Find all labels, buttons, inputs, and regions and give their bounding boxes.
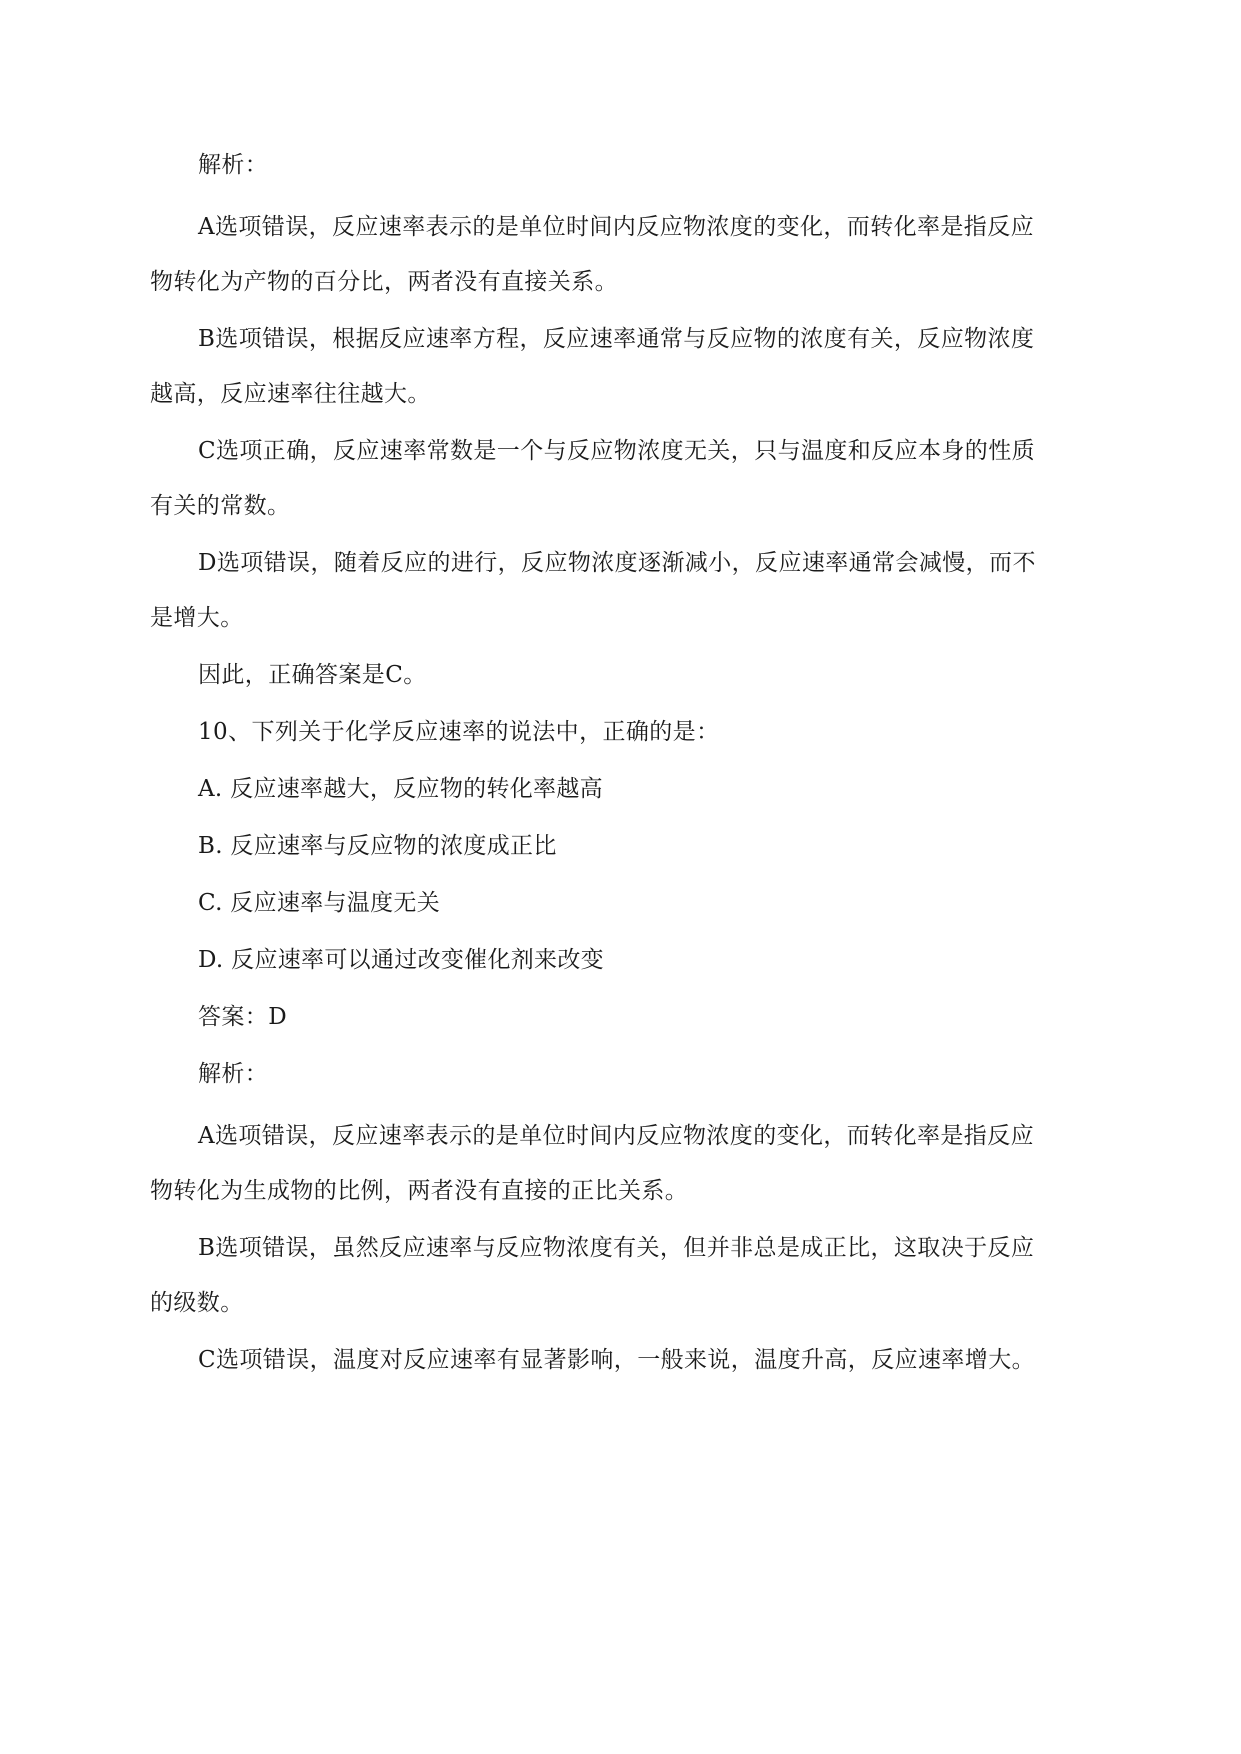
question-10-option-d: D. 反应速率可以通过改变催化剂来改变 — [198, 947, 604, 973]
question-10-stem: 10、下列关于化学反应速率的说法中，正确的是： — [198, 719, 720, 745]
analysis-1-option-a-line-1: A选项错误，反应速率表示的是单位时间内反应物浓度的变化，而转化率是指反应 — [198, 214, 1035, 240]
question-10-option-a: A. 反应速率越大，反应物的转化率越高 — [198, 776, 603, 802]
analysis-heading-1: 解析： — [198, 152, 269, 178]
analysis-1-option-d-line-2: 是增大。 — [150, 605, 244, 631]
question-10-answer: 答案：D — [198, 1004, 288, 1030]
analysis-2-option-a-line-2: 物转化为生成物的比例，两者没有直接的正比关系。 — [150, 1178, 689, 1204]
analysis-2-option-a-line-1: A选项错误，反应速率表示的是单位时间内反应物浓度的变化，而转化率是指反应 — [198, 1123, 1035, 1149]
analysis-1-conclusion: 因此，正确答案是C。 — [198, 662, 427, 688]
analysis-2-option-b-line-2: 的级数。 — [150, 1290, 244, 1316]
analysis-heading-2: 解析： — [198, 1061, 269, 1087]
question-10-option-b: B. 反应速率与反应物的浓度成正比 — [198, 833, 557, 859]
analysis-2-option-c-line-1: C选项错误，温度对反应速率有显著影响，一般来说，温度升高，反应速率增大。 — [198, 1347, 1035, 1373]
question-10-option-c: C. 反应速率与温度无关 — [198, 890, 441, 916]
analysis-1-option-c-line-1: C选项正确，反应速率常数是一个与反应物浓度无关，只与温度和反应本身的性质 — [198, 438, 1035, 464]
analysis-1-option-b-line-2: 越高，反应速率往往越大。 — [150, 381, 431, 407]
analysis-1-option-a-line-2: 物转化为产物的百分比，两者没有直接关系。 — [150, 269, 618, 295]
analysis-1-option-b-line-1: B选项错误，根据反应速率方程，反应速率通常与反应物的浓度有关，反应物浓度 — [198, 326, 1035, 352]
analysis-1-option-d-line-1: D选项错误，随着反应的进行，反应物浓度逐渐减小，反应速率通常会减慢，而不 — [198, 550, 1036, 576]
analysis-1-option-c-line-2: 有关的常数。 — [150, 493, 291, 519]
analysis-2-option-b-line-1: B选项错误，虽然反应速率与反应物浓度有关，但并非总是成正比，这取决于反应 — [198, 1235, 1035, 1261]
